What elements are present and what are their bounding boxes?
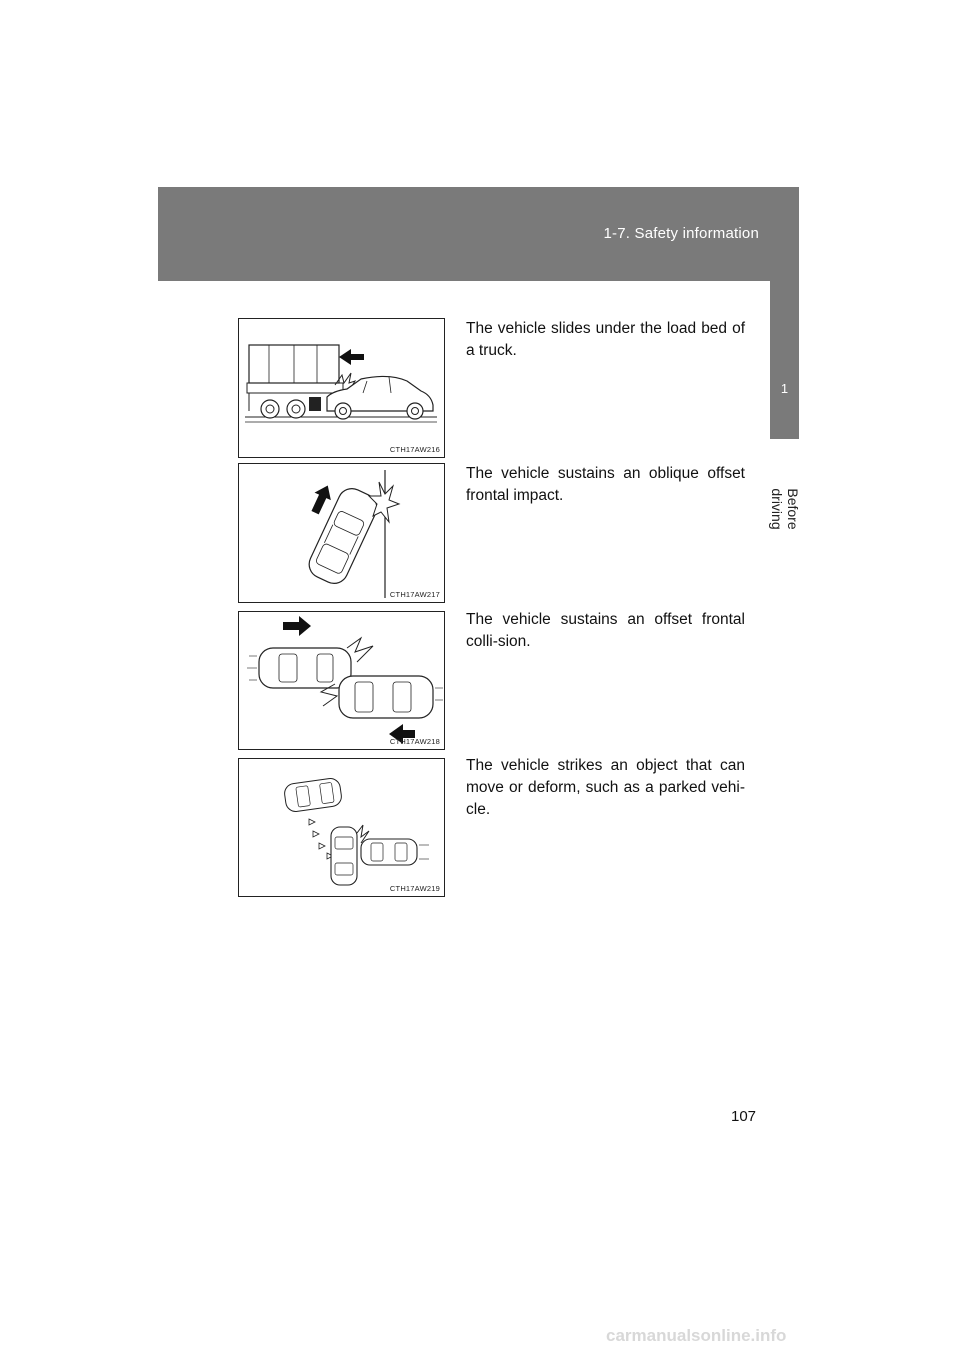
parked-vehicle-collision-icon <box>239 759 444 896</box>
truck-underride-collision-icon <box>239 319 444 457</box>
chapter-tab <box>770 281 799 439</box>
figure-code: CTH17AW219 <box>389 884 440 893</box>
description-oblique-impact: The vehicle sustains an oblique offset frontal impact. <box>466 465 745 504</box>
figure-code: CTH17AW216 <box>389 445 440 454</box>
description-truck-underride: The vehicle slides under the load bed of a truck. <box>466 320 745 359</box>
watermark: carmanualsonline.info <box>606 1326 787 1345</box>
figure-truck-underride <box>238 318 445 458</box>
figure-oblique-impact <box>238 463 445 603</box>
description-offset-collision: The vehicle sustains an offset frontal colli-sion. <box>466 611 745 650</box>
figure-offset-collision <box>238 611 445 750</box>
header-bar <box>158 187 799 281</box>
description-parked-vehicle: The vehicle strikes an object that can move or deform, such as a parked vehi-cle. <box>466 757 745 818</box>
offset-frontal-collision-icon <box>239 612 444 749</box>
chapter-label: Before driving <box>769 488 801 530</box>
figure-code: CTH17AW217 <box>389 590 440 599</box>
figure-code: CTH17AW218 <box>389 737 440 746</box>
chapter-number: 1 <box>780 381 789 396</box>
oblique-offset-impact-icon <box>239 464 444 602</box>
figure-parked-vehicle <box>238 758 445 897</box>
page-number: 107 <box>731 1108 757 1125</box>
section-title: 1-7. Safety information <box>603 225 759 242</box>
